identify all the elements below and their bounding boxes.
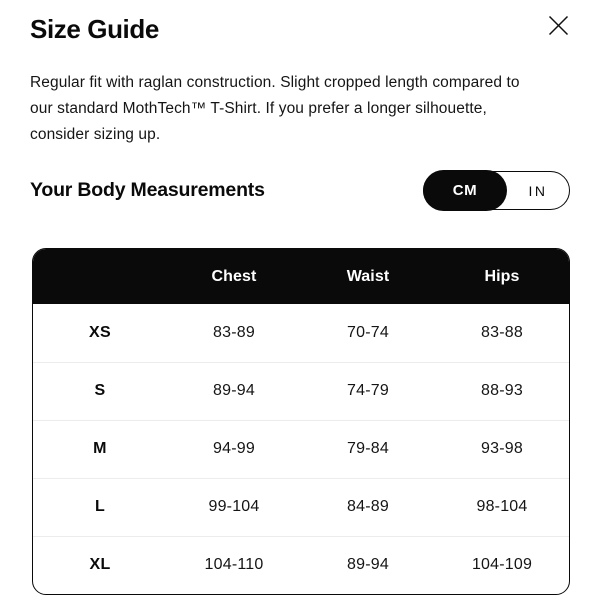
hips-cell: 93-98 <box>435 420 569 478</box>
measurements-heading-row <box>30 171 570 210</box>
waist-cell: 89-94 <box>301 536 435 594</box>
hips-cell: 88-93 <box>435 362 569 420</box>
size-table-header <box>33 249 569 304</box>
fit-description-line: consider sizing up. <box>30 126 161 143</box>
waist-cell: 74-79 <box>301 362 435 420</box>
size-cell: S <box>33 362 167 420</box>
column-header-size <box>33 249 167 304</box>
size-cell: L <box>33 478 167 536</box>
fit-description-line: our standard MothTech™ T-Shirt. If you prefer a longer silhouette, <box>30 100 487 117</box>
chest-cell: 104-110 <box>167 536 301 594</box>
unit-toggle-cm[interactable]: CM <box>423 170 507 211</box>
close-button[interactable] <box>545 12 571 38</box>
table-row <box>33 536 569 594</box>
unit-toggle <box>423 171 570 210</box>
table-row <box>33 420 569 478</box>
close-icon <box>548 15 569 36</box>
fit-description <box>30 70 570 148</box>
size-table <box>32 248 570 595</box>
table-row <box>33 362 569 420</box>
size-cell: XS <box>89 323 111 341</box>
hips-cell: 104-109 <box>435 536 569 594</box>
column-header-waist: Waist <box>301 249 435 304</box>
section-heading: Your Body Measurements <box>30 179 265 201</box>
hips-cell: 98-104 <box>435 478 569 536</box>
waist-cell: 70-74 <box>347 323 389 341</box>
fit-description-line: Regular fit with raglan construction. Slight cropped length compared to <box>30 74 520 91</box>
size-table-grid <box>33 249 569 594</box>
size-cell: XL <box>33 536 167 594</box>
header-row <box>33 249 569 304</box>
table-row <box>33 478 569 536</box>
size-table-body <box>33 304 569 594</box>
table-row <box>33 304 569 362</box>
chest-cell: 83-89 <box>213 323 255 341</box>
waist-cell: 79-84 <box>301 420 435 478</box>
chest-cell: 89-94 <box>167 362 301 420</box>
modal-title: Size Guide <box>30 14 159 44</box>
column-header-hips: Hips <box>435 249 569 304</box>
chest-cell: 94-99 <box>167 420 301 478</box>
column-header-chest: Chest <box>167 249 301 304</box>
chest-cell: 99-104 <box>167 478 301 536</box>
unit-toggle-in[interactable]: IN <box>507 172 569 209</box>
waist-cell: 84-89 <box>301 478 435 536</box>
size-cell: M <box>33 420 167 478</box>
hips-cell: 83-88 <box>481 323 523 341</box>
